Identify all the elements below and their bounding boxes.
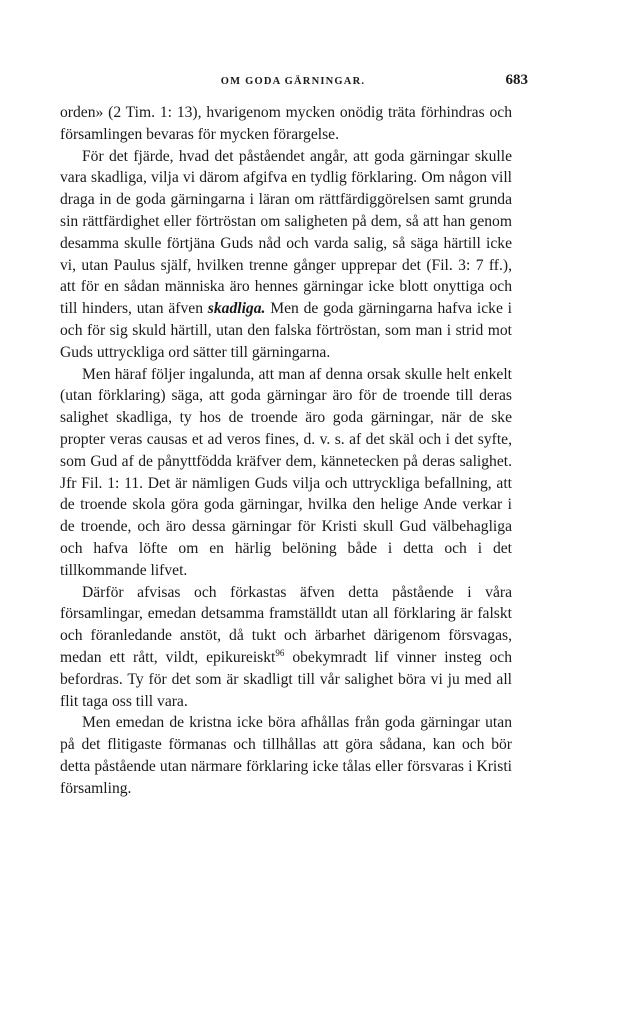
- running-header: [58, 72, 528, 92]
- paragraph: [60, 712, 512, 799]
- text-run: obekymradt lif vinner insteg och befordras. Ty för det som är skadligt till vår salighet böra vi ju med all flit taga oss till vara.: [60, 648, 513, 710]
- page-number: 683: [505, 72, 528, 88]
- body-text: [60, 102, 512, 800]
- text-run: orden» (2 Tim. 1: 13), hvarigenom mycken onödig träta förhindras och församlingen bevaras för mycken förargelse.: [60, 104, 512, 143]
- text-run: Men de goda gärningarna hafva icke i och för sig skuld härtill, utan den falska förtröstan, som man i strid mot Guds uttryckliga ord sätter till gärningarna.: [60, 300, 512, 361]
- paragraph: [60, 146, 512, 364]
- paragraph: [60, 582, 512, 713]
- footnote-marker: 96: [275, 647, 285, 658]
- emphasized-word: skadliga.: [207, 300, 266, 318]
- text-run: Därför afvisas och förkastas äfven detta påstående i våra församlingar, emedan detsamma framställdt utan all förklaring är falskt och föranledande anstöt, då tukt och ärbarhet därigenom försvagas, medan ett rått, vildt, epikureiskt: [60, 583, 512, 666]
- text-run: Men häraf följer ingalunda, att man af denna orsak skulle helt enkelt (utan förklaring) säga, att goda gärningar äro för de troende till deras salighet skadliga, ty hos de troende äro goda gärningar, när de ske propter veras causas et ad veros fines, d. v. s. af det skäl och i det syfte, som Gud af de pånyttfödda kräfver dem, kännetecken på deras salighet. Jfr Fil. 1: 11. Det är nämligen Guds vilja och uttryckliga befallning, att de troende skola göra goda gärningar, hvilka den helige Ande verkar i de troende, och äro dessa gärningar för Kristi skull Gud välbehagliga och hafva löfte om en härlig belöning både i detta och i det tillkommande lifvet.: [60, 365, 512, 579]
- text-run: Men emedan de kristna icke böra afhållas från goda gärningar utan på det flitigaste förmanas och tillhållas att göra sådana, kan och bör detta påstående utan närmare förklaring icke tålas eller försvaras i Kristi församling.: [60, 714, 512, 797]
- running-title: OM GODA GÄRNINGAR.: [220, 76, 366, 87]
- paragraph: [60, 102, 512, 146]
- text-run: För det fjärde, hvad det påståendet angår, att goda gärningar skulle vara skadliga, vilja vi därom afgifva en tydlig förklaring. Om någon vill draga in de goda gärningarna i läran om rättfärdiggörelsen samt grunda sin rättfärdighet eller förtröstan om saligheten på dem, så att han genom desamma skulle förtjäna Guds nåd och varda salig, så säga härtill icke vi, utan Paulus själf, hvilken trenne gånger upprepar det (Fil. 3: 7 ff.), att för en sådan människa äro hennes gärningar icke blott onyttiga och till hinders, utan äfven: [60, 147, 512, 318]
- paragraph: [60, 364, 512, 582]
